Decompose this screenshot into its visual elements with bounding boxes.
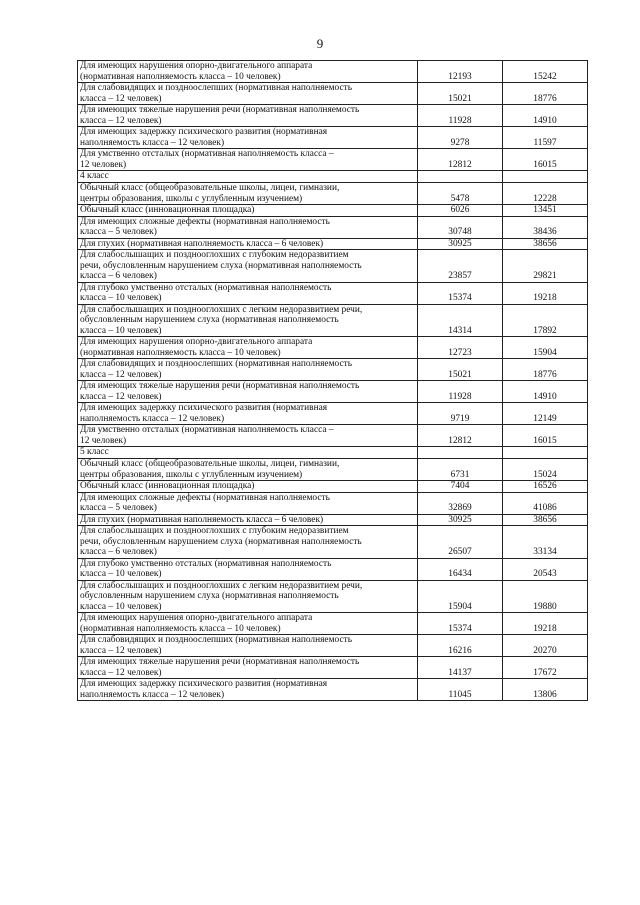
description-line: Для глухих (нормативная наполняемость класса – 6 человек) bbox=[80, 514, 324, 525]
class-type-description bbox=[78, 403, 418, 425]
class-type-description bbox=[78, 282, 418, 304]
norm-value-1: 11928 bbox=[418, 381, 503, 403]
grade-header-label: 4 класс bbox=[78, 171, 418, 183]
description-line: Для имеющих тяжелые нарушения речи (нормативная наполняемость bbox=[80, 381, 360, 391]
norm-value-2: 12149 bbox=[503, 403, 588, 425]
description-line: (нормативная наполняемость класса – 10 человек) bbox=[80, 347, 281, 358]
table-row bbox=[78, 127, 588, 149]
table-row bbox=[78, 83, 588, 105]
norm-value-2: 18776 bbox=[503, 359, 588, 381]
table-row bbox=[78, 580, 588, 613]
table-row bbox=[78, 459, 588, 481]
class-type-description bbox=[78, 149, 418, 171]
table-row bbox=[78, 613, 588, 635]
description-line: Для умственно отсталых (нормативная наполняемость класса – bbox=[80, 425, 334, 435]
grade-header-row bbox=[78, 447, 588, 459]
table-row bbox=[78, 425, 588, 447]
norm-value-2: 16526 bbox=[503, 481, 588, 493]
table-row bbox=[78, 105, 588, 127]
norm-value-2: 14910 bbox=[503, 381, 588, 403]
page-number: 9 bbox=[316, 36, 324, 51]
class-type-description bbox=[78, 381, 418, 403]
description-line: 12 человек) bbox=[80, 159, 127, 170]
norm-value-2: 20270 bbox=[503, 635, 588, 657]
description-line: Обычный класс (инновационная площадка) bbox=[80, 205, 255, 215]
norm-value-2: 13806 bbox=[503, 679, 588, 701]
norm-value-2: 15024 bbox=[503, 459, 588, 481]
class-type-description bbox=[78, 580, 418, 613]
description-line: класса – 6 человек) bbox=[80, 547, 157, 557]
norm-value-1: 26507 bbox=[418, 526, 503, 559]
norm-value-2: 11597 bbox=[503, 127, 588, 149]
norm-value-2: 13451 bbox=[503, 205, 588, 217]
description-line: Для имеющих сложные дефекты (нормативная наполняемость bbox=[80, 492, 330, 503]
norm-value-1: 15904 bbox=[418, 580, 503, 613]
description-line: класса – 12 человек) bbox=[80, 93, 162, 104]
norm-value-1: 15374 bbox=[418, 613, 503, 635]
norm-value-1: 16434 bbox=[418, 558, 503, 580]
norm-value-1: 12812 bbox=[418, 149, 503, 171]
norm-value-1: 5478 bbox=[418, 183, 503, 205]
description-line: класса – 12 человек) bbox=[80, 645, 162, 656]
class-type-description bbox=[78, 514, 418, 526]
norm-value-2: 15904 bbox=[503, 337, 588, 359]
norm-value-2: 15242 bbox=[503, 61, 588, 83]
description-line: Для слабослышащих и позднооглохших с глубоким недоразвитием bbox=[80, 526, 349, 536]
norm-value-2: 41086 bbox=[503, 492, 588, 514]
description-line: центры образования, школы с углубленным изучением) bbox=[80, 193, 303, 204]
description-line: класса – 10 человек) bbox=[80, 601, 162, 612]
description-line: 12 человек) bbox=[80, 435, 127, 446]
class-type-description bbox=[78, 359, 418, 381]
description-line: Для имеющих задержку психического развития (нормативная bbox=[80, 403, 328, 413]
norm-value-1: 9278 bbox=[418, 127, 503, 149]
norm-value-1: 6731 bbox=[418, 459, 503, 481]
table-row bbox=[78, 61, 588, 83]
norm-value-2: 17672 bbox=[503, 657, 588, 679]
norm-value-1: 12193 bbox=[418, 61, 503, 83]
table-row bbox=[78, 657, 588, 679]
description-line: наполняемость класса – 12 человек) bbox=[80, 689, 225, 700]
norm-value-2: 17892 bbox=[503, 304, 588, 337]
norm-value-1: 11045 bbox=[418, 679, 503, 701]
description-line: Для слабослышащих и позднооглохших с глубоким недоразвитием bbox=[80, 250, 349, 260]
description-line: Для глубоко умственно отсталых (нормативная наполняемость bbox=[80, 558, 332, 569]
norm-value-2: 38656 bbox=[503, 514, 588, 526]
table-row bbox=[78, 216, 588, 238]
class-type-description bbox=[78, 679, 418, 701]
description-line: класса – 5 человек) bbox=[80, 503, 157, 513]
description-line: Для слабослышащих и позднооглохших с легким недоразвитием речи, bbox=[80, 580, 363, 591]
class-type-description bbox=[78, 250, 418, 283]
norm-value-1: 14137 bbox=[418, 657, 503, 679]
table-row bbox=[78, 558, 588, 580]
class-type-description bbox=[78, 657, 418, 679]
table-row bbox=[78, 337, 588, 359]
class-type-description bbox=[78, 105, 418, 127]
description-line: Для имеющих нарушения опорно-двигательного аппарата bbox=[80, 613, 313, 623]
description-line: Для имеющих нарушения опорно-двигательного аппарата bbox=[80, 61, 313, 71]
table-row bbox=[78, 403, 588, 425]
description-line: Для имеющих тяжелые нарушения речи (нормативная наполняемость bbox=[80, 657, 360, 667]
description-line: (нормативная наполняемость класса – 10 человек) bbox=[80, 623, 281, 634]
grade-header-empty-cell-1 bbox=[418, 171, 503, 183]
norm-value-2: 19218 bbox=[503, 282, 588, 304]
description-line: Для глубоко умственно отсталых (нормативная наполняемость bbox=[80, 282, 332, 293]
norm-value-1: 11928 bbox=[418, 105, 503, 127]
grade-header-empty-cell-2 bbox=[503, 171, 588, 183]
class-type-description bbox=[78, 459, 418, 481]
norm-value-2: 29821 bbox=[503, 250, 588, 283]
class-type-description bbox=[78, 83, 418, 105]
description-line: Для имеющих задержку психического развития (нормативная bbox=[80, 679, 328, 689]
norm-value-1: 30748 bbox=[418, 216, 503, 238]
class-type-description bbox=[78, 61, 418, 83]
norm-value-2: 33134 bbox=[503, 526, 588, 559]
description-line: класса – 12 человек) bbox=[80, 115, 162, 126]
description-line: Обычный класс (инновационная площадка) bbox=[80, 481, 255, 491]
description-line: Для имеющих сложные дефекты (нормативная наполняемость bbox=[80, 216, 330, 227]
table-body bbox=[78, 61, 588, 701]
table-row bbox=[78, 304, 588, 337]
norm-value-2: 19880 bbox=[503, 580, 588, 613]
description-line: класса – 6 человек) bbox=[80, 271, 157, 281]
norm-value-1: 15021 bbox=[418, 83, 503, 105]
grade-header-label: 5 класс bbox=[78, 447, 418, 459]
norm-value-2: 19218 bbox=[503, 613, 588, 635]
description-line: Обычный класс (общеобразовательные школы, лицеи, гимназии, bbox=[80, 459, 340, 469]
description-line: Для умственно отсталых (нормативная наполняемость класса – bbox=[80, 149, 334, 159]
class-type-description bbox=[78, 635, 418, 657]
table-row bbox=[78, 381, 588, 403]
description-line: класса – 10 человек) bbox=[80, 293, 162, 303]
description-line: Обычный класс (общеобразовательные школы, лицеи, гимназии, bbox=[80, 183, 340, 193]
table-row bbox=[78, 481, 588, 493]
description-line: наполняемость класса – 12 человек) bbox=[80, 413, 225, 424]
class-type-description bbox=[78, 526, 418, 559]
norm-value-1: 30925 bbox=[418, 238, 503, 250]
table-row bbox=[78, 183, 588, 205]
description-line: Для имеющих тяжелые нарушения речи (нормативная наполняемость bbox=[80, 105, 360, 115]
description-line: Для имеющих нарушения опорно-двигательного аппарата bbox=[80, 337, 313, 347]
table-row bbox=[78, 635, 588, 657]
description-line: Для слабовидящих и поздноослепших (нормативная наполняемость bbox=[80, 83, 352, 93]
description-line: речи, обусловленным нарушением слуха (нормативная наполняемость bbox=[80, 260, 362, 271]
class-type-description bbox=[78, 492, 418, 514]
description-line: обусловленным нарушением слуха (нормативная наполняемость bbox=[80, 315, 339, 325]
class-type-description bbox=[78, 205, 418, 217]
description-line: класса – 12 человек) bbox=[80, 391, 162, 402]
norm-value-1: 32869 bbox=[418, 492, 503, 514]
norm-value-2: 18776 bbox=[503, 83, 588, 105]
grade-header-row bbox=[78, 171, 588, 183]
description-line: (нормативная наполняемость класса – 10 человек) bbox=[80, 71, 281, 82]
norm-value-1: 12723 bbox=[418, 337, 503, 359]
norm-value-2: 38436 bbox=[503, 216, 588, 238]
norm-value-1: 23857 bbox=[418, 250, 503, 283]
norm-value-1: 12812 bbox=[418, 425, 503, 447]
norm-value-1: 16216 bbox=[418, 635, 503, 657]
class-type-description bbox=[78, 127, 418, 149]
class-type-description bbox=[78, 304, 418, 337]
norm-value-1: 7404 bbox=[418, 481, 503, 493]
norm-value-2: 16015 bbox=[503, 149, 588, 171]
class-type-description bbox=[78, 425, 418, 447]
table-row bbox=[78, 250, 588, 283]
description-line: центры образования, школы с углубленным изучением) bbox=[80, 469, 303, 480]
class-type-description bbox=[78, 216, 418, 238]
norm-value-1: 30925 bbox=[418, 514, 503, 526]
funding-norms-table bbox=[77, 60, 588, 701]
table-row bbox=[78, 514, 588, 526]
norm-value-2: 14910 bbox=[503, 105, 588, 127]
description-line: Для слабовидящих и поздноослепших (нормативная наполняемость bbox=[80, 359, 352, 369]
norm-value-2: 20543 bbox=[503, 558, 588, 580]
norm-value-1: 15374 bbox=[418, 282, 503, 304]
table-row bbox=[78, 205, 588, 217]
class-type-description bbox=[78, 337, 418, 359]
class-type-description bbox=[78, 238, 418, 250]
description-line: класса – 10 человек) bbox=[80, 569, 162, 579]
class-type-description bbox=[78, 613, 418, 635]
class-type-description bbox=[78, 183, 418, 205]
norm-value-1: 6026 bbox=[418, 205, 503, 217]
table-row bbox=[78, 282, 588, 304]
norm-value-2: 38656 bbox=[503, 238, 588, 250]
description-line: класса – 12 человек) bbox=[80, 667, 162, 678]
description-line: Для слабослышащих и позднооглохших с легким недоразвитием речи, bbox=[80, 304, 363, 315]
description-line: Для слабовидящих и поздноослепших (нормативная наполняемость bbox=[80, 635, 352, 645]
norm-value-1: 15021 bbox=[418, 359, 503, 381]
table-row bbox=[78, 359, 588, 381]
grade-header-empty-cell-2 bbox=[503, 447, 588, 459]
table-row bbox=[78, 149, 588, 171]
table-row bbox=[78, 238, 588, 250]
description-line: Для глухих (нормативная наполняемость класса – 6 человек) bbox=[80, 238, 324, 249]
grade-header-empty-cell-1 bbox=[418, 447, 503, 459]
class-type-description bbox=[78, 481, 418, 493]
class-type-description bbox=[78, 558, 418, 580]
description-line: обусловленным нарушением слуха (нормативная наполняемость bbox=[80, 591, 339, 601]
norm-value-2: 12228 bbox=[503, 183, 588, 205]
table-row bbox=[78, 492, 588, 514]
description-line: класса – 5 человек) bbox=[80, 227, 157, 237]
norm-value-2: 16015 bbox=[503, 425, 588, 447]
norm-value-1: 14314 bbox=[418, 304, 503, 337]
description-line: речи, обусловленным нарушением слуха (нормативная наполняемость bbox=[80, 536, 362, 547]
table-row bbox=[78, 679, 588, 701]
description-line: Для имеющих задержку психического развития (нормативная bbox=[80, 127, 328, 137]
description-line: наполняемость класса – 12 человек) bbox=[80, 137, 225, 148]
description-line: класса – 12 человек) bbox=[80, 369, 162, 380]
description-line: класса – 10 человек) bbox=[80, 325, 162, 336]
norm-value-1: 9719 bbox=[418, 403, 503, 425]
table-row bbox=[78, 526, 588, 559]
